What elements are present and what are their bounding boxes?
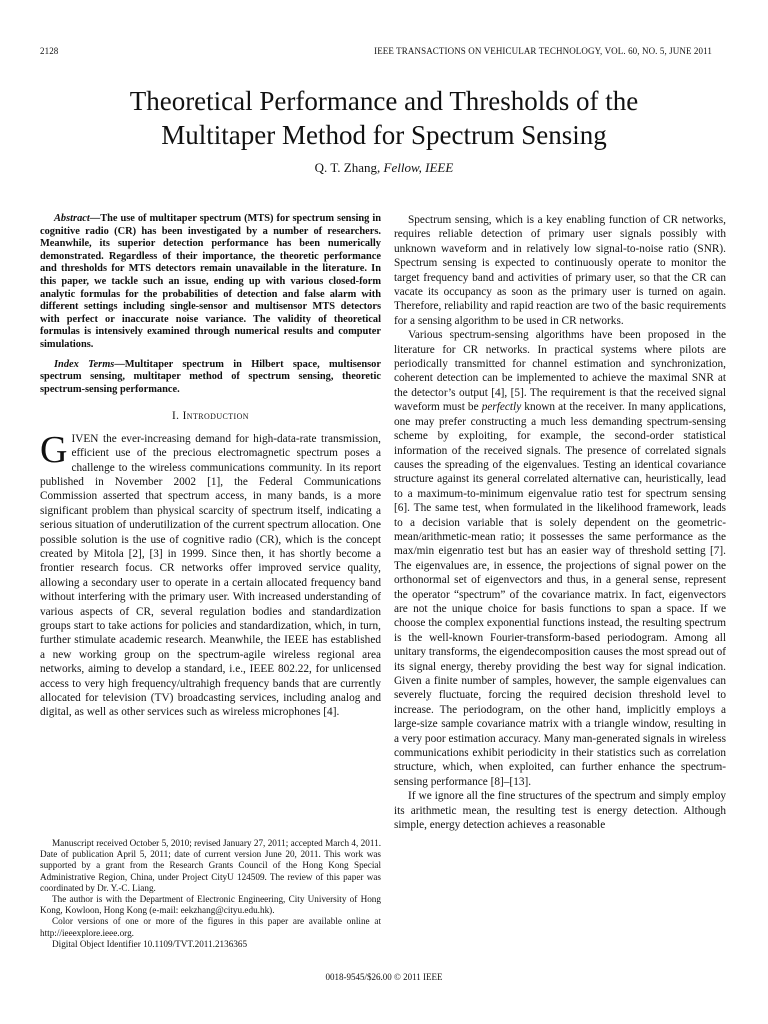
author-affiliation: Fellow, IEEE [383,160,454,175]
author-name: Q. T. Zhang, [314,160,381,175]
title-line-1: Theoretical Performance and Thresholds of the [129,86,639,116]
body-paragraph-2 [394,328,726,789]
section-heading [40,409,381,423]
page-number: 2128 [40,46,59,56]
intro-paragraph [40,428,381,720]
left-column [40,213,381,720]
section-number: I. [172,410,180,423]
index-terms [40,359,381,397]
intro-text: the ever-increasing demand for high-data-rate transmission, efficient use of the precious electromagnetic spectrum poses a challenge to the wireless communications community. In its report published in November 2002 [1], the Federal Communications Commission asserted that spectrum access, in many bands, is a more significant problem than physical scarcity of spectrum itself, indicating a serious situation of underutilization of the current spectrum allocation. One possible solution is the use of cognitive radio (CR), which is the concept created by Mitola [2], [3] in 1999. Since then, it has shortly become a frontier research focus. CR networks offer improved service quality, allowing a secondary user to operate in a certain allocated frequency band without interfering with the primary user. With increased understanding of various aspects of CR, several regulation bodies and standardization groups start to take actions for policies and standardization, which, in turn, further stimulate academic research. Meanwhile, the IEEE has established a new working group on the spectrum-agile wireless regional area networks, aiming to develop a standard, i.e., IEEE 802.22, for unlicensed access to very high frequency/ultrahigh frequency bands that are currently allocated for television (TV) broadcasting services, including analog and digital, as well as other services such as wireless microphones [4]. [40,432,381,719]
footnotes [40,838,381,950]
footnote-doi: Digital Object Identifier 10.1109/TVT.2011.2136365 [52,938,248,949]
abstract [40,213,381,352]
footnote-color: Color versions of one or more of the figures in this paper are available online at http://ieeexplore.ieee.org. [40,916,381,938]
body-paragraph-1: Spectrum sensing, which is a key enabling function of CR networks, requires reliable detection of primary user signals possibly with unknown waveform and in relatively low signal-to-noise ratio (SNR). Spectrum sensing is expected to continuously operate to monitor the target frequency band and activities of primary user, so that the CR can vacate its occupancy as soon as the primary user is turned on again. Therefore, reliability and rapid reaction are two of the basic requirements for a sensing algorithm to be used in CR networks. [394,214,726,327]
body-paragraph-2-b: known at the receiver. In many applications, one may prefer constructing a much less demanding spectrum-sensing scheme by exploiting, for example, the second-order statistical information of the received signals. The presence of correlated signals causes the spreading of the eigenvalues. Testing an identical covariance structure against its general correlated alternative can, heuristically, lead to a maximum-to-minimum eigenvalue ratio test for spectrum sensing [6]. The same test, when formulated in the likelihood framework, leads to a decision variable that is solely dependent on the geometric-mean/arithmetic-mean ratio; it possesses the same performance as the max/min eigenratio test but has an easier way of threshold setting [7]. The eigenvalues are, in essence, the projections of signal power on the orthonormal set of eigenvectors and thus, in a general sense, represent the operator “spectrum” of the covariance matrix. In fact, eigenvectors are not the unique choice for basis functions to span a space. If we choose the complex exponential functions instead, the resulting spectrum is the well-known Fourier-transform-based periodogram. Among all unitary transforms, the eigendecomposition causes the most spread out of its signal energy, thereby providing the best way for signal indication. Given a finite number of samples, however, the sample eigenvalues can severely fluctuate, forcing the required decision threshold level to increase. The periodogram, on the other hand, implicitly employs a large-size sample covariance matrix with a triangle window, resulting in a very poor estimation accuracy. Many man-generated signals in wireless communications exhibit periodicity in their statistics such as correlation structure, which, when exploited, can further enhance the spectrum-sensing performance [8]–[13]. [394,401,726,788]
footnote-author: The author is with the Department of Electronic Engineering, City University of Hong Kong, Kowloon, Hong Kong (e-mail: eekzhang@cityu.edu.hk). [40,894,381,916]
paper-title [0,84,768,152]
emphasis-perfectly: perfectly [481,401,522,414]
index-terms-lead: Index Terms [54,358,115,370]
body-paragraph-2-a: Various spectrum-sensing algorithms have been proposed in the literature for CR networks. In practical systems where pilots are periodically transmitted for channel estimation and synchronization, coherent detection can be implemented to achieve the maximal SNR at the detector’s output [4], [5]. The requirement is that the received signal waveform must be [394,329,726,414]
abstract-lead: Abstract [54,213,90,224]
journal-header: IEEE TRANSACTIONS ON VEHICULAR TECHNOLOGY, VOL. 60, NO. 5, JUNE 2011 [374,46,712,56]
title-line-2: Multitaper Method for Spectrum Sensing [161,120,607,150]
intro-first-word: IVEN [71,432,99,445]
author-line [0,160,768,176]
abstract-text: —The use of multitaper spectrum (MTS) for spectrum sensing in cognitive radio (CR) has been investigated by a number of researchers. Meanwhile, its superior detection performance has been numerically demonstrated. Regardless of their importance, the theoretic performance and thresholds for MTS detectors remain unavailable in the literature. In this paper, we tackle such an issue, ending up with various closed-form analytic formulas for the probabilities of detection and false alarm with different settings including single-sensor and multisensor MTS detectors with perfect or inaccurate noise variance. The validity of theoretical formulas is intensively examined through numerical results and computer simulations. [40,213,381,350]
body-paragraph-3: If we ignore all the fine structures of the spectrum and simply employ its arithmetic mean, the resulting test is energy detection. Although simple, energy detection achieves a reasonable [394,790,726,832]
footnote-manuscript: Manuscript received October 5, 2010; revised January 27, 2011; accepted March 4, 2011. Date of publication April 5, 2011; date of current version June 20, 2011. This work was supported by a grant from the Research Grants Council of the Hong Kong Special Administrative Region, China, under Project CityU 124509. The review of this paper was coordinated by Dr. Y.-C. Liang. [40,838,381,893]
right-column [394,213,726,832]
copyright-line: 0018-9545/$26.00 © 2011 IEEE [325,972,443,982]
section-title: Introduction [182,410,249,423]
drop-cap: G [40,428,68,471]
index-terms-text: —Multitaper spectrum in Hilbert space, multisensor spectrum sensing, multitaper method of spectrum sensing, theoretic spectrum-sensing performance. [40,358,381,395]
